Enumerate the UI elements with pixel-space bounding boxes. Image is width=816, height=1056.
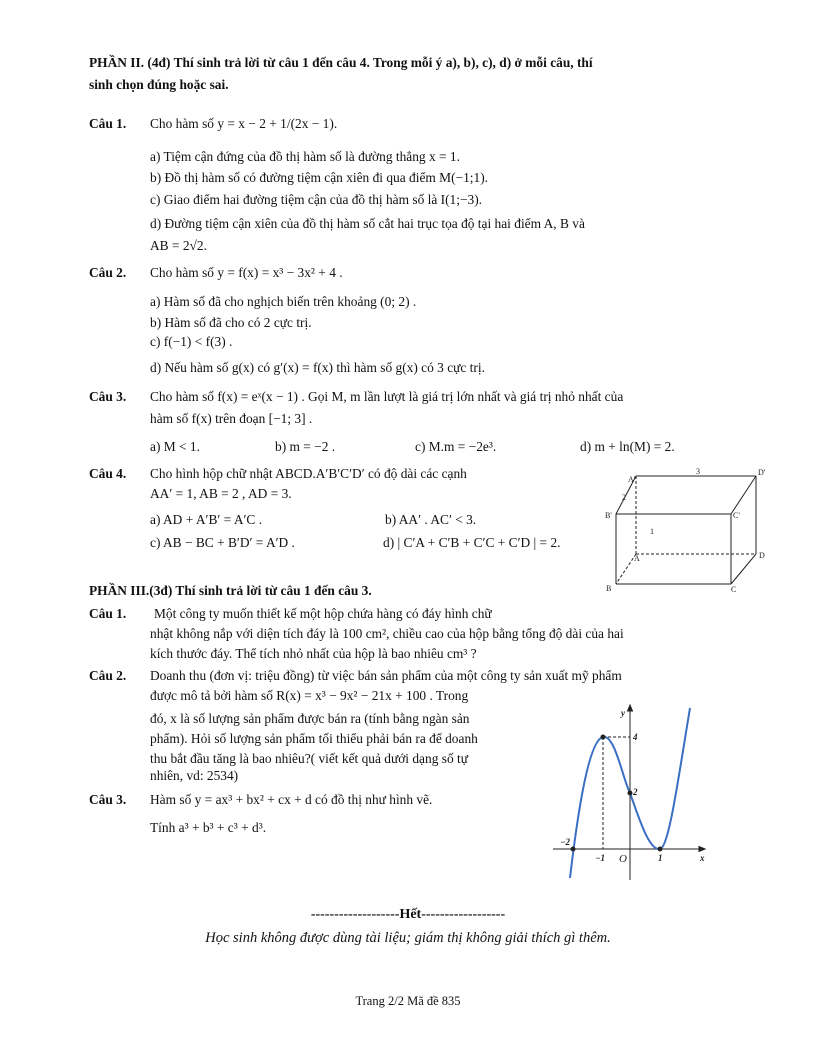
part3-heading: PHẦN III.(3đ) Thí sinh trả lời từ câu 1 đến câu 3. [89, 583, 372, 598]
box-label-A: A [634, 554, 640, 563]
graph-label-y4: 4 [633, 732, 638, 742]
part2-q3-stem-line1: Cho hàm số f(x) = eˣ(x − 1) . Gọi M, m lần lượt là giá trị lớn nhất và giá trị nhỏ nhất của [150, 389, 624, 404]
box-label-B-prime: B' [605, 511, 612, 520]
part2-q2-label: Câu 2. [89, 265, 127, 280]
part2-q4-option-c: c) AB − BC + B′D′ = A′D . [150, 535, 295, 550]
part2-q4-option-a: a) AD + A′B′ = A′C . [150, 512, 263, 527]
part3-q3-line1: Hàm số y = ax³ + bx² + cx + d có đồ thị như hình vẽ. [150, 792, 433, 807]
part3-q1-label: Câu 1. [89, 606, 127, 621]
graph-label-xm1: −1 [595, 853, 605, 863]
part2-q2-option-d: d) Nếu hàm số g(x) có g′(x) = f(x) thì hàm số g(x) có 3 cực trị. [150, 360, 485, 375]
graph-label-x1: 1 [658, 853, 663, 863]
part2-heading-line1: PHẦN II. (4đ) Thí sinh trả lời từ câu 1 đến câu 4. Trong mỗi ý a), b), c), d) ở mỗi câu, thí [89, 55, 593, 70]
cubic-function-graph [553, 700, 713, 882]
page-number: Trang 2/2 Mã đề 835 [355, 994, 461, 1008]
box-label-D-prime: D' [758, 468, 766, 477]
part2-q1-option-c: c) Giao điểm hai đường tiệm cận của đồ thị hàm số là I(1;−3). [150, 192, 483, 207]
part2-q2-option-b: b) Hàm số đã cho có 2 cực trị. [150, 315, 312, 330]
graph-label-y: y [621, 708, 625, 718]
part2-q3-stem-line2: hàm số f(x) trên đoạn [−1; 3] . [150, 411, 313, 426]
part2-q3-option-a: a) M < 1. [150, 439, 200, 454]
part3-q3-line2: Tính a³ + b³ + c³ + d³. [150, 820, 267, 835]
part3-q2-line3: đó, x là số lượng sản phẩm được bán ra (tính bằng ngàn sản [150, 711, 470, 726]
part2-q3-label: Câu 3. [89, 389, 127, 404]
part3-q1-line1: Một công ty muốn thiết kế một hộp chứa hàng có đáy hình chữ [154, 606, 492, 621]
part2-q1-stem: Cho hàm số y = x − 2 + 1/(2x − 1). [150, 116, 338, 131]
part3-q2-line5: thu bắt đầu tăng là bao nhiêu?( viết kết quả dưới dạng số tự [150, 751, 468, 766]
box-label-C: C [731, 585, 737, 594]
part2-q3-option-d: d) m + ln(M) = 2. [580, 439, 675, 454]
graph-label-xm2: −2 [560, 837, 570, 847]
part2-q2-option-a: a) Hàm số đã cho nghịch biến trên khoảng (0; 2) . [150, 294, 417, 309]
end-marker: -------------------Hết------------------ [310, 907, 506, 922]
box-label-C-prime: C' [733, 511, 740, 520]
part2-q1-label: Câu 1. [89, 116, 127, 131]
part3-q2-line1: Doanh thu (đơn vị: triệu đồng) từ việc bán sản phẩm của một công ty sản xuất mỹ phẩm [150, 668, 622, 683]
part2-q1-option-d-line2: AB = 2√2. [150, 238, 207, 253]
part3-q1-line2: nhật không nắp với diện tích đáy là 100 cm², chiều cao của hộp bằng tổng độ dài của hai [150, 626, 624, 641]
part2-q1-option-b: b) Đồ thị hàm số có đường tiệm cận xiên đi qua điểm M(−1;1). [150, 170, 488, 185]
box-label-B: B [606, 584, 612, 593]
part2-q2-stem: Cho hàm số y = f(x) = x³ − 3x² + 4 . [150, 265, 343, 280]
part3-q2-label: Câu 2. [89, 668, 127, 683]
part2-q4-option-b: b) AA′ . AC′ < 3. [385, 512, 477, 527]
part2-q4-label: Câu 4. [89, 466, 127, 481]
part3-q2-line4: phẩm). Hỏi số lượng sản phẩm tối thiểu phải bán ra để doanh [150, 731, 478, 746]
footer-note: Học sinh không được dùng tài liệu; giám thị không giải thích gì thêm. [205, 930, 611, 946]
part2-q4-option-d: d) | C′A + C′B + C′C + C′D | = 2. [383, 535, 561, 550]
part2-q3-option-c: c) M.m = −2e³. [415, 439, 497, 454]
graph-label-x: x [700, 853, 705, 863]
part3-q1-line3: kích thước đáy. Thể tích nhỏ nhất của hộp là bao nhiêu cm³ ? [150, 646, 477, 661]
part3-q3-label: Câu 3. [89, 792, 127, 807]
part2-q4-stem-line2: AA′ = 1, AB = 2 , AD = 3. [150, 486, 292, 501]
part2-q2-option-c: c) f(−1) < f(3) . [150, 334, 233, 349]
graph-label-origin: O [619, 853, 627, 865]
part3-q2-line6: nhiên, vd: 2534) [150, 768, 239, 783]
box-label-2: 2 [622, 493, 626, 502]
part2-q4-stem-line1: Cho hình hộp chữ nhật ABCD.A′B′C′D′ có độ dài các cạnh [150, 466, 467, 481]
rectangular-box-figure [596, 466, 776, 596]
part2-heading-line2: sinh chọn đúng hoặc sai. [89, 77, 229, 92]
part2-q3-option-b: b) m = −2 . [275, 439, 336, 454]
part2-q1-option-a: a) Tiệm cận đứng của đồ thị hàm số là đường thẳng x = 1. [150, 149, 460, 164]
part3-q2-line2: được mô tả bởi hàm số R(x) = x³ − 9x² − 21x + 100 . Trong [150, 688, 469, 703]
graph-label-y2: 2 [633, 787, 638, 797]
box-label-3: 3 [696, 467, 700, 476]
box-label-A-prime: A' [628, 475, 636, 484]
box-label-1: 1 [650, 527, 654, 536]
box-label-D: D [759, 551, 765, 560]
part2-q1-option-d-line1: d) Đường tiệm cận xiên của đồ thị hàm số cắt hai trục tọa độ tại hai điểm A, B và [150, 216, 585, 231]
